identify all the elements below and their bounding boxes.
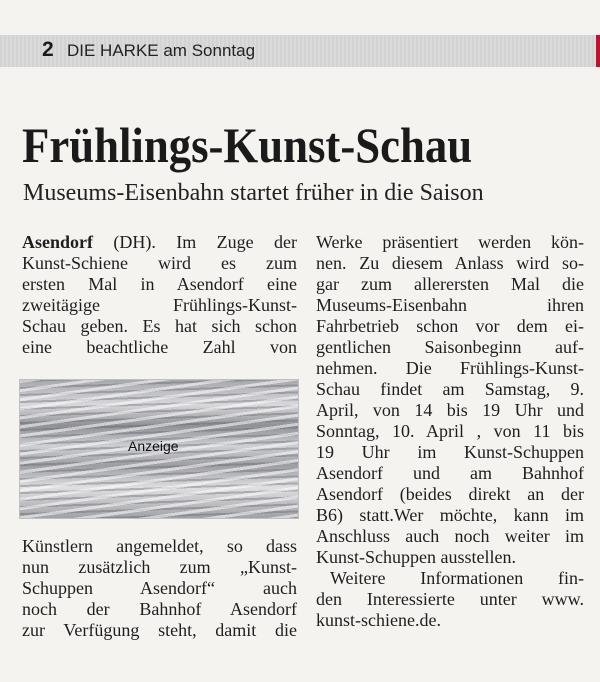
- text-line: gar zum allerersten Mal die: [316, 274, 584, 294]
- text-line: den Interessierte unter www.: [316, 589, 584, 609]
- text-line: nun zusätzlich zum „Kunst-: [22, 557, 297, 577]
- text-line: kunst-schiene.de.: [316, 610, 441, 630]
- text-line: Sonntag, 10. April , von 11 bis: [316, 421, 584, 441]
- text-line: nehmen. Die Frühlings-Kunst-: [316, 358, 584, 378]
- header-accent-bar: [596, 35, 600, 67]
- text-line: Museums-Eisenbahn ihren: [316, 295, 584, 315]
- text-line: Asendorf (beides direkt an der: [316, 484, 584, 504]
- text-line: Anschluss auch noch weiter im: [316, 526, 584, 546]
- text-line: Künstlern angemeldet, so dass: [22, 536, 297, 556]
- advertisement-box: [19, 379, 299, 519]
- text-line: Kunst-Schuppen ausstellen.: [316, 547, 516, 567]
- text-line: [22, 232, 297, 253]
- text-line: nen. Zu diesem Anlass wird so-: [316, 253, 584, 273]
- newspaper-name: DIE HARKE am Sonntag: [67, 41, 256, 60]
- article-subheadline: Museums-Eisenbahn startet früher in die Saison: [23, 180, 484, 206]
- text-line: Weitere Informationen fin-: [330, 568, 584, 588]
- dateline: Asendorf: [22, 232, 93, 252]
- article-column-left-bottom: [22, 536, 297, 641]
- text-line: zur Verfügung steht, damit die: [22, 620, 297, 640]
- text-line: Schuppen Asendorf“ auch: [22, 578, 297, 598]
- text-line: noch der Bahnhof Asendorf: [22, 599, 297, 619]
- text-line: April, von 14 bis 19 Uhr und: [316, 400, 584, 420]
- article-column-left-top: [22, 232, 297, 358]
- article-headline: Frühlings-Kunst-Schau: [22, 117, 473, 173]
- text-line: eine beachtliche Zahl von: [22, 337, 297, 357]
- page-number: 2: [42, 38, 54, 61]
- advertisement-label: Anzeige: [128, 438, 179, 454]
- text-line: Kunst-Schiene wird es zum: [22, 253, 297, 273]
- text-line: zweitägige Frühlings-Kunst-: [22, 295, 297, 315]
- text-line-segment: (DH). Im Zuge der: [93, 232, 297, 252]
- text-line: Asendorf und am Bahnhof: [316, 463, 584, 483]
- text-line: 19 Uhr im Kunst-Schuppen: [316, 442, 584, 462]
- text-line: ersten Mal in Asendorf eine: [22, 274, 297, 294]
- text-line: Schau findet am Samstag, 9.: [316, 379, 584, 399]
- text-line: B6) statt.Wer möchte, kann im: [316, 505, 584, 525]
- text-line: gentlichen Saisonbeginn auf-: [316, 337, 584, 357]
- text-line: Fahrbetrieb schon vor dem ei-: [316, 316, 584, 336]
- text-line: Schau geben. Es hat sich schon: [22, 316, 297, 336]
- article-column-right: [316, 232, 584, 631]
- text-line: Werke präsentiert werden kön-: [316, 232, 584, 252]
